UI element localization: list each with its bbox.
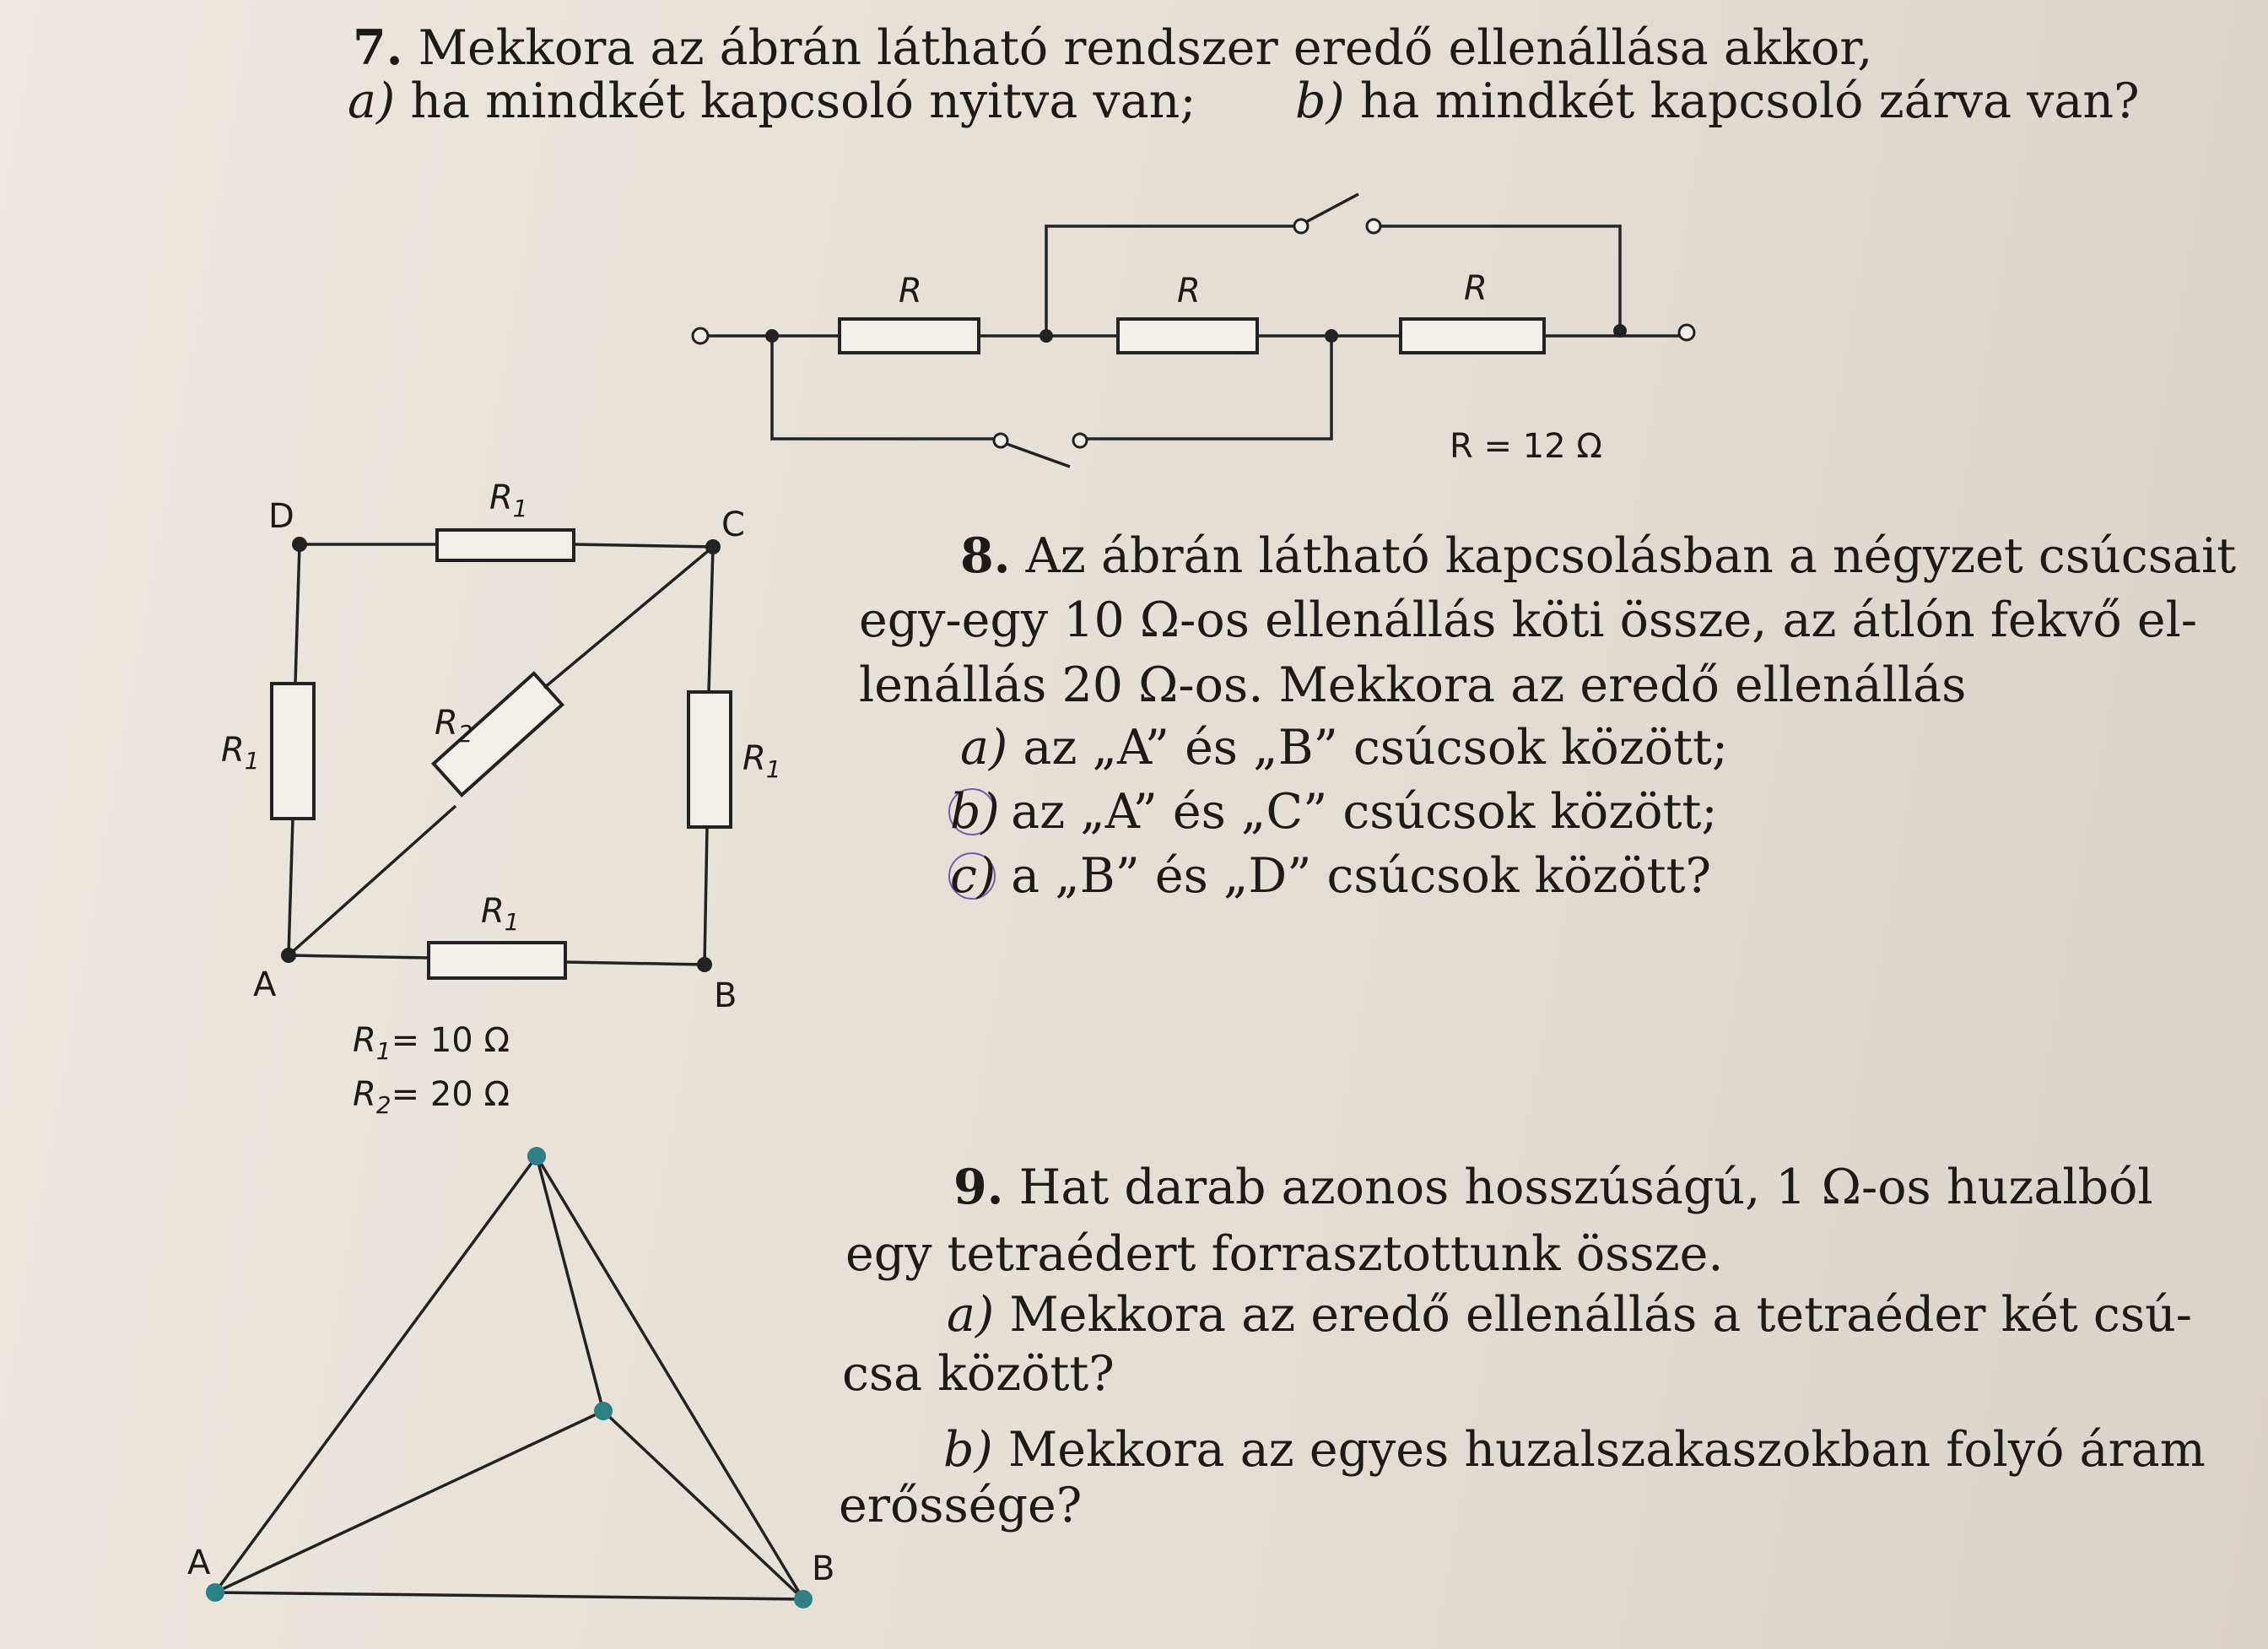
problem8-number: 8. — [960, 527, 1011, 584]
edge-top-b — [537, 1156, 803, 1599]
node-d-label: D — [268, 497, 294, 536]
label-r-1: R — [899, 272, 922, 311]
resistor-r-3 — [1401, 319, 1544, 353]
label-r1-right: $R_1$ — [742, 739, 781, 783]
switch-bottom-contact — [1073, 434, 1087, 447]
label-r1-left: $R_1$ — [221, 731, 260, 775]
problem7-a-label: a) — [348, 73, 396, 129]
wire-da-top — [295, 544, 300, 684]
problem7-a-text: ha mindkét kapcsoló nyitva van; — [410, 73, 1196, 129]
node-c-dot — [705, 539, 721, 554]
problem8-c-label: c) — [950, 848, 996, 904]
vertex-a-dot — [206, 1583, 224, 1602]
problem8-b-label: b) — [950, 784, 1000, 840]
switch-top-blade — [1306, 194, 1358, 222]
switch-top-contact — [1367, 219, 1380, 233]
label-r1-top: $R_1$ — [489, 478, 528, 522]
problem9-b-label: b) — [943, 1422, 993, 1478]
wire-cb-top — [709, 547, 713, 692]
edge-a-inner — [215, 1411, 603, 1592]
problem8-b-text: az „A” és „C” csúcsok között; — [1011, 784, 1718, 840]
problem8-a-label: a) — [960, 720, 1008, 776]
resistor-r1-left — [272, 684, 314, 819]
edge-top-inner — [537, 1156, 603, 1411]
node-d-dot — [292, 537, 307, 552]
label-r-2: R — [1177, 272, 1201, 311]
wire-dc-right — [574, 544, 713, 547]
wire-da-bottom — [289, 819, 293, 955]
problem8-c-text: a „B” és „D” csúcsok között? — [1011, 848, 1712, 904]
wire-ab-right — [565, 962, 705, 965]
edge-a-b — [215, 1592, 803, 1599]
value-r2: $R_2= 20$ Ω — [353, 1075, 510, 1119]
problem9-a-label: a) — [947, 1287, 995, 1343]
problem9-line1-text: Hat darab azonos hosszúságú, 1 Ω-os huzalból — [1018, 1160, 2153, 1215]
problem8-line3: lenállás 20 Ω-os. Mekkora az eredő ellenállás — [859, 657, 1967, 713]
problem8-line2: egy-egy 10 Ω-os ellenállás köti össze, az átlón fekvő el- — [859, 592, 2198, 648]
node-b-dot — [697, 957, 712, 972]
node-a-label: A — [253, 965, 277, 1004]
wire-diagonal-lower — [289, 806, 456, 955]
resistor-r-2 — [1118, 319, 1257, 353]
problem9-a-text: Mekkora az eredő ellenállás a tetraéder két csú- — [1009, 1287, 2193, 1343]
resistor-r1-bottom — [429, 943, 565, 978]
problem9-number: 9. — [953, 1159, 1004, 1215]
wire-diagonal-upper — [544, 547, 713, 688]
terminal-left — [693, 328, 708, 343]
resistor-r-1 — [840, 319, 979, 353]
problem9-b-line2: erőssége? — [839, 1478, 1083, 1533]
problem7-circuit — [693, 194, 1694, 467]
vertex-top-dot — [527, 1147, 546, 1165]
problem8-a-text: az „A” és „B” csúcsok között; — [1023, 720, 1729, 776]
wire-cb-bottom — [705, 827, 707, 965]
label-r2-diagonal: $R_2$ — [435, 704, 473, 748]
switch-bottom-contact — [994, 434, 1007, 447]
problem8-circuit — [221, 478, 781, 1119]
switch-top-contact — [1294, 219, 1308, 233]
label-r1-bottom: $R_1$ — [481, 892, 520, 936]
terminal-right — [1679, 325, 1694, 340]
resistor-r1-right — [688, 692, 731, 827]
edge-inner-b — [603, 1411, 803, 1599]
vertex-b-dot — [794, 1590, 813, 1608]
problem7-number: 7. — [353, 19, 403, 76]
wire-top-branch-right — [1380, 226, 1620, 331]
node-a-dot — [281, 948, 296, 963]
problem9-tetrahedron — [187, 1147, 834, 1608]
node-b-label: B — [714, 976, 737, 1015]
label-r-3: R — [1464, 269, 1488, 308]
switch-bottom-blade — [1007, 444, 1070, 467]
label-r-value: R = 12 Ω — [1450, 427, 1602, 466]
edge-top-a — [215, 1156, 537, 1592]
problem9-line2: egy tetraédert forrasztottunk össze. — [845, 1226, 1724, 1282]
vertex-a-label: A — [187, 1544, 211, 1582]
value-r1: $R_1= 10$ Ω — [353, 1021, 510, 1065]
problem7-text: Mekkora az ábrán látható rendszer eredő ellenállása akkor, — [418, 20, 1873, 76]
problem8-line1-text: Az ábrán látható kapcsolásban a négyzet csúcsait — [1025, 528, 2237, 584]
problem7-b-label: b) — [1295, 73, 1345, 129]
vertex-inner-dot — [594, 1402, 613, 1420]
problem7-b-text: ha mindkét kapcsoló zárva van? — [1359, 73, 2140, 129]
wire-ab-left — [289, 955, 429, 958]
node-c-label: C — [721, 506, 745, 544]
problem9-a-line2: csa között? — [842, 1346, 1115, 1402]
resistor-r1-top — [437, 530, 574, 560]
problem9-b-text: Mekkora az egyes huzalszakaszokban folyó áram — [1007, 1422, 2206, 1478]
vertex-b-label: B — [812, 1549, 835, 1588]
